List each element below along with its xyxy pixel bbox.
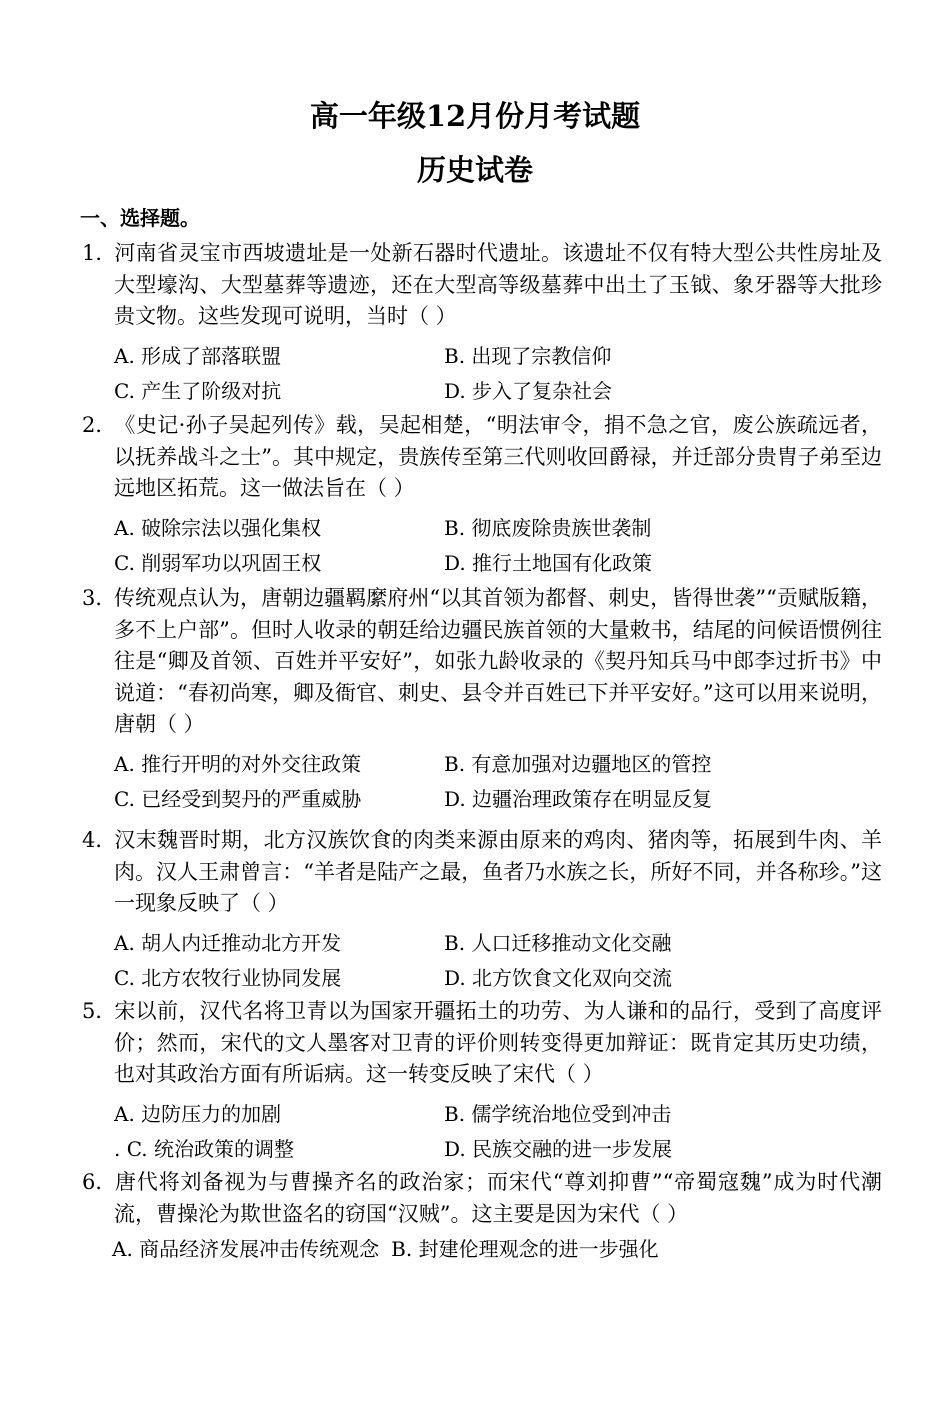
option-c[interactable]: C. 产生了阶级对抗	[114, 378, 282, 403]
option-d[interactable]: D. 步入了复杂社会	[444, 378, 613, 403]
option-b[interactable]: B. 出现了宗教信仰	[444, 343, 612, 368]
question-number: 1．	[82, 241, 117, 265]
question-text: 宋以前，汉代名将卫青以为国家开疆拓土的功劳、为人谦和的品行，受到了高度评价；然而，宋代的文人墨客对卫青的评价则转变得更加辩证：既肯定其历史功绩，也对其政治方面有所诟病。这一转变反映了宋代（ ）	[114, 999, 882, 1086]
question-number: 4．	[82, 828, 117, 852]
question-stem	[82, 583, 882, 741]
option-d[interactable]: D. 边疆治理政策存在明显反复	[444, 786, 713, 811]
question-6	[82, 1167, 882, 1267]
option-b[interactable]: B. 封建伦理观念的进一步强化	[391, 1237, 659, 1261]
question-text: 传统观点认为，唐朝边疆羁縻府州“以其首领为都督、刺史，皆得世袭”“贡赋版籍，多不上户部”。但时人收录的朝廷给边疆民族首领的大量敕书，结尾的问候语惯例往往是“卿及首领、百姓并平安好”，如张九龄收录的《契丹知兵马中郎李过折书》中说道：“春初尚寒，卿及衙官、刺史、县令并百姓已下并平安好。”这可以用来说明，唐朝（ ）	[114, 586, 882, 736]
option-d[interactable]: D. 民族交融的进一步发展	[444, 1136, 673, 1161]
question-stem	[82, 1167, 882, 1230]
option-a[interactable]: A. 商品经济发展冲击传统观念	[112, 1237, 380, 1261]
question-number: 5．	[82, 999, 117, 1023]
option-list	[82, 1097, 882, 1167]
option-b[interactable]: B. 彻底废除贵族世袭制	[444, 515, 652, 540]
section-heading: 一、选择题。	[80, 206, 200, 230]
question-5	[82, 996, 882, 1167]
question-stem	[82, 238, 882, 333]
option-list	[82, 1232, 882, 1267]
question-number: 2．	[82, 413, 117, 437]
option-a[interactable]: A. 边防压力的加剧	[114, 1101, 282, 1126]
question-stem	[82, 996, 882, 1091]
option-d[interactable]: D. 北方饮食文化双向交流	[444, 965, 673, 990]
question-4	[82, 825, 882, 996]
question-2	[82, 410, 882, 581]
option-list	[82, 339, 882, 409]
question-text: 汉末魏晋时期，北方汉族饮食的肉类来源由原来的鸡肉、猪肉等，拓展到牛肉、羊肉。汉人王肃曾言：“羊者是陆产之最，鱼者乃水族之长，所好不同，并各称珍。”这一现象反映了（ ）	[114, 828, 882, 915]
question-number: 3．	[82, 586, 117, 610]
option-list	[82, 747, 882, 817]
option-c[interactable]: C. 削弱军功以巩固王权	[114, 550, 322, 575]
option-a[interactable]: A. 形成了部落联盟	[114, 343, 282, 368]
option-list	[82, 511, 882, 581]
question-text: 《史记·孙子吴起列传》载，吴起相楚，“明法审令，捐不急之官，废公族疏远者，以抚养战斗之士”。其中规定，贵族传至第三代则收回爵禄，并迁部分贵胄子弟至边远地区拓荒。这一做法旨在（ ）	[114, 413, 882, 500]
option-b[interactable]: B. 人口迁移推动文化交融	[444, 930, 672, 955]
option-a[interactable]: A. 破除宗法以强化集权	[114, 515, 322, 540]
exam-title: 高一年级12月份月考试题	[309, 99, 641, 133]
option-d[interactable]: D. 推行土地国有化政策	[444, 550, 653, 575]
question-text: 河南省灵宝市西坡遗址是一处新石器时代遗址。该遗址不仅有特大型公共性房址及大型壕沟、大型墓葬等遗迹，还在大型高等级墓葬中出土了玉钺、象牙器等大批珍贵文物。这些发现可说明，当时（ ）	[114, 241, 882, 328]
option-c[interactable]: C. 北方农牧行业协同发展	[114, 965, 342, 990]
option-a[interactable]: A. 推行开明的对外交往政策	[114, 751, 362, 776]
question-stem	[82, 825, 882, 920]
option-c[interactable]: . C. 统治政策的调整	[114, 1136, 295, 1161]
question-3	[82, 583, 882, 817]
question-number: 6．	[82, 1170, 117, 1194]
option-list	[82, 926, 882, 996]
question-text: 唐代将刘备视为与曹操齐名的政治家；而宋代“尊刘抑曹”“帝蜀寇魏”成为时代潮流，曹操沦为欺世盗名的窃国“汉贼”。这主要是因为宋代（ ）	[114, 1170, 882, 1226]
option-a[interactable]: A. 胡人内迁推动北方开发	[114, 930, 342, 955]
exam-subtitle: 历史试卷	[416, 153, 533, 187]
question-stem	[82, 410, 882, 505]
option-c[interactable]: C. 已经受到契丹的严重威胁	[114, 786, 362, 811]
question-1	[82, 238, 882, 409]
option-b[interactable]: B. 有意加强对边疆地区的管控	[444, 751, 712, 776]
option-b[interactable]: B. 儒学统治地位受到冲击	[444, 1101, 672, 1126]
